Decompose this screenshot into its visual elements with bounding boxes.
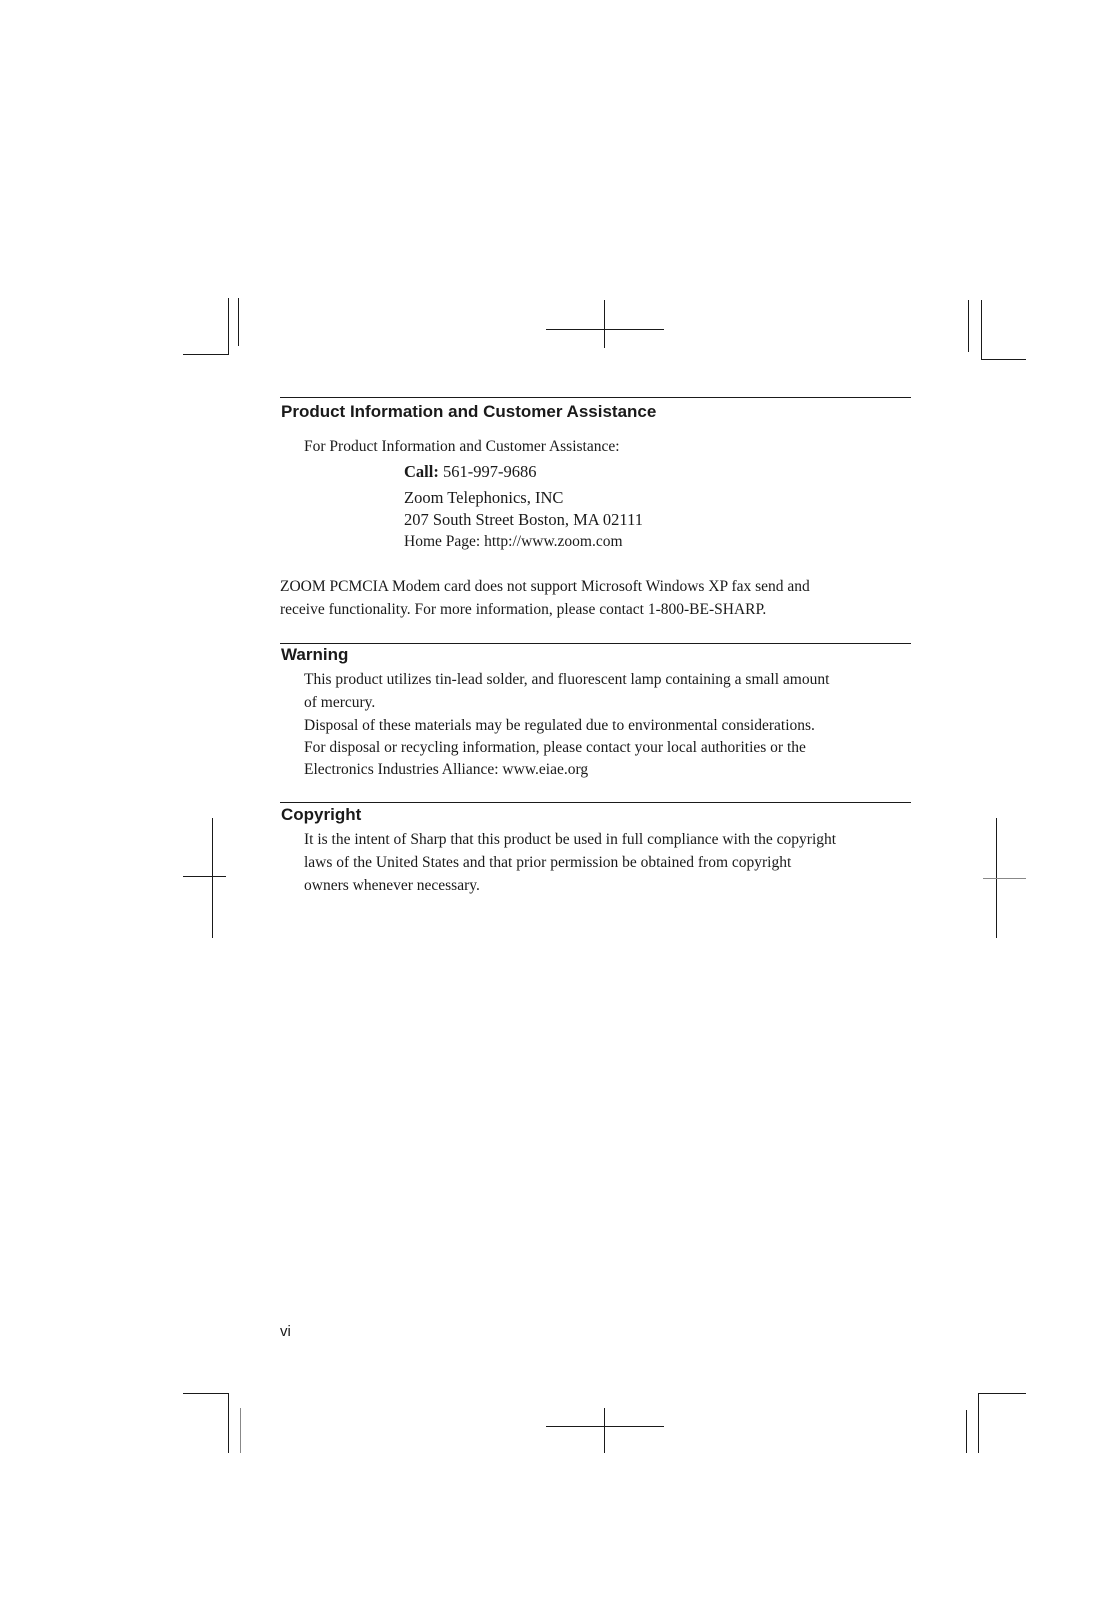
product-info-heading: Product Information and Customer Assistance — [281, 402, 657, 421]
warning-line: of mercury. — [304, 694, 376, 711]
warning-line: Disposal of these materials may be regulated due to environmental considerations. — [304, 717, 815, 734]
crop-mark-line — [981, 359, 1026, 360]
section-rule — [280, 802, 911, 803]
crop-mark-line — [604, 300, 605, 348]
crop-mark-line — [981, 300, 982, 360]
crop-mark-line — [546, 329, 664, 330]
crop-mark-line — [983, 878, 1026, 879]
copyright-heading: Copyright — [281, 805, 362, 824]
copyright-line: laws of the United States and that prior permission be obtained from copyright — [304, 854, 792, 871]
crop-mark-line — [546, 1426, 664, 1427]
call-label: Call: — [404, 462, 439, 481]
warning-line: Electronics Industries Alliance: www.eiae.org — [304, 761, 589, 778]
crop-mark-line — [978, 1393, 1026, 1394]
call-line — [404, 461, 536, 483]
crop-mark-line — [183, 1393, 229, 1394]
crop-mark-line — [966, 1410, 967, 1453]
notice-line: ZOOM PCMCIA Modem card does not support Microsoft Windows XP fax send and — [280, 578, 810, 595]
crop-mark-line — [604, 1408, 605, 1453]
crop-mark-line — [968, 300, 969, 352]
page-number: vi — [280, 1323, 291, 1340]
crop-mark-line — [228, 298, 229, 354]
crop-mark-line — [183, 876, 226, 877]
warning-line: For disposal or recycling information, please contact your local authorities or the — [304, 739, 806, 756]
crop-mark-line — [212, 818, 213, 938]
crop-mark-line — [238, 298, 239, 346]
call-number: 561-997-9686 — [442, 462, 537, 481]
section-rule — [280, 397, 911, 398]
crop-mark-line — [183, 354, 229, 355]
crop-mark-line — [240, 1408, 241, 1453]
notice-line: receive functionality. For more information, please contact 1-800-BE-SHARP. — [280, 601, 767, 618]
warning-heading: Warning — [281, 645, 349, 664]
copyright-line: owners whenever necessary. — [304, 877, 480, 894]
crop-mark-line — [228, 1393, 229, 1453]
warning-line: This product utilizes tin-lead solder, and fluorescent lamp containing a small amount — [304, 671, 830, 688]
section-rule — [280, 643, 911, 644]
copyright-line: It is the intent of Sharp that this product be used in full compliance with the copyright — [304, 831, 837, 848]
company-address: 207 South Street Boston, MA 02111 — [404, 510, 643, 529]
home-page-link[interactable]: Home Page: http://www.zoom.com — [404, 533, 623, 550]
company-name: Zoom Telephonics, INC — [404, 488, 564, 507]
crop-mark-line — [978, 1393, 979, 1453]
product-info-intro: For Product Information and Customer Assistance: — [304, 438, 620, 455]
